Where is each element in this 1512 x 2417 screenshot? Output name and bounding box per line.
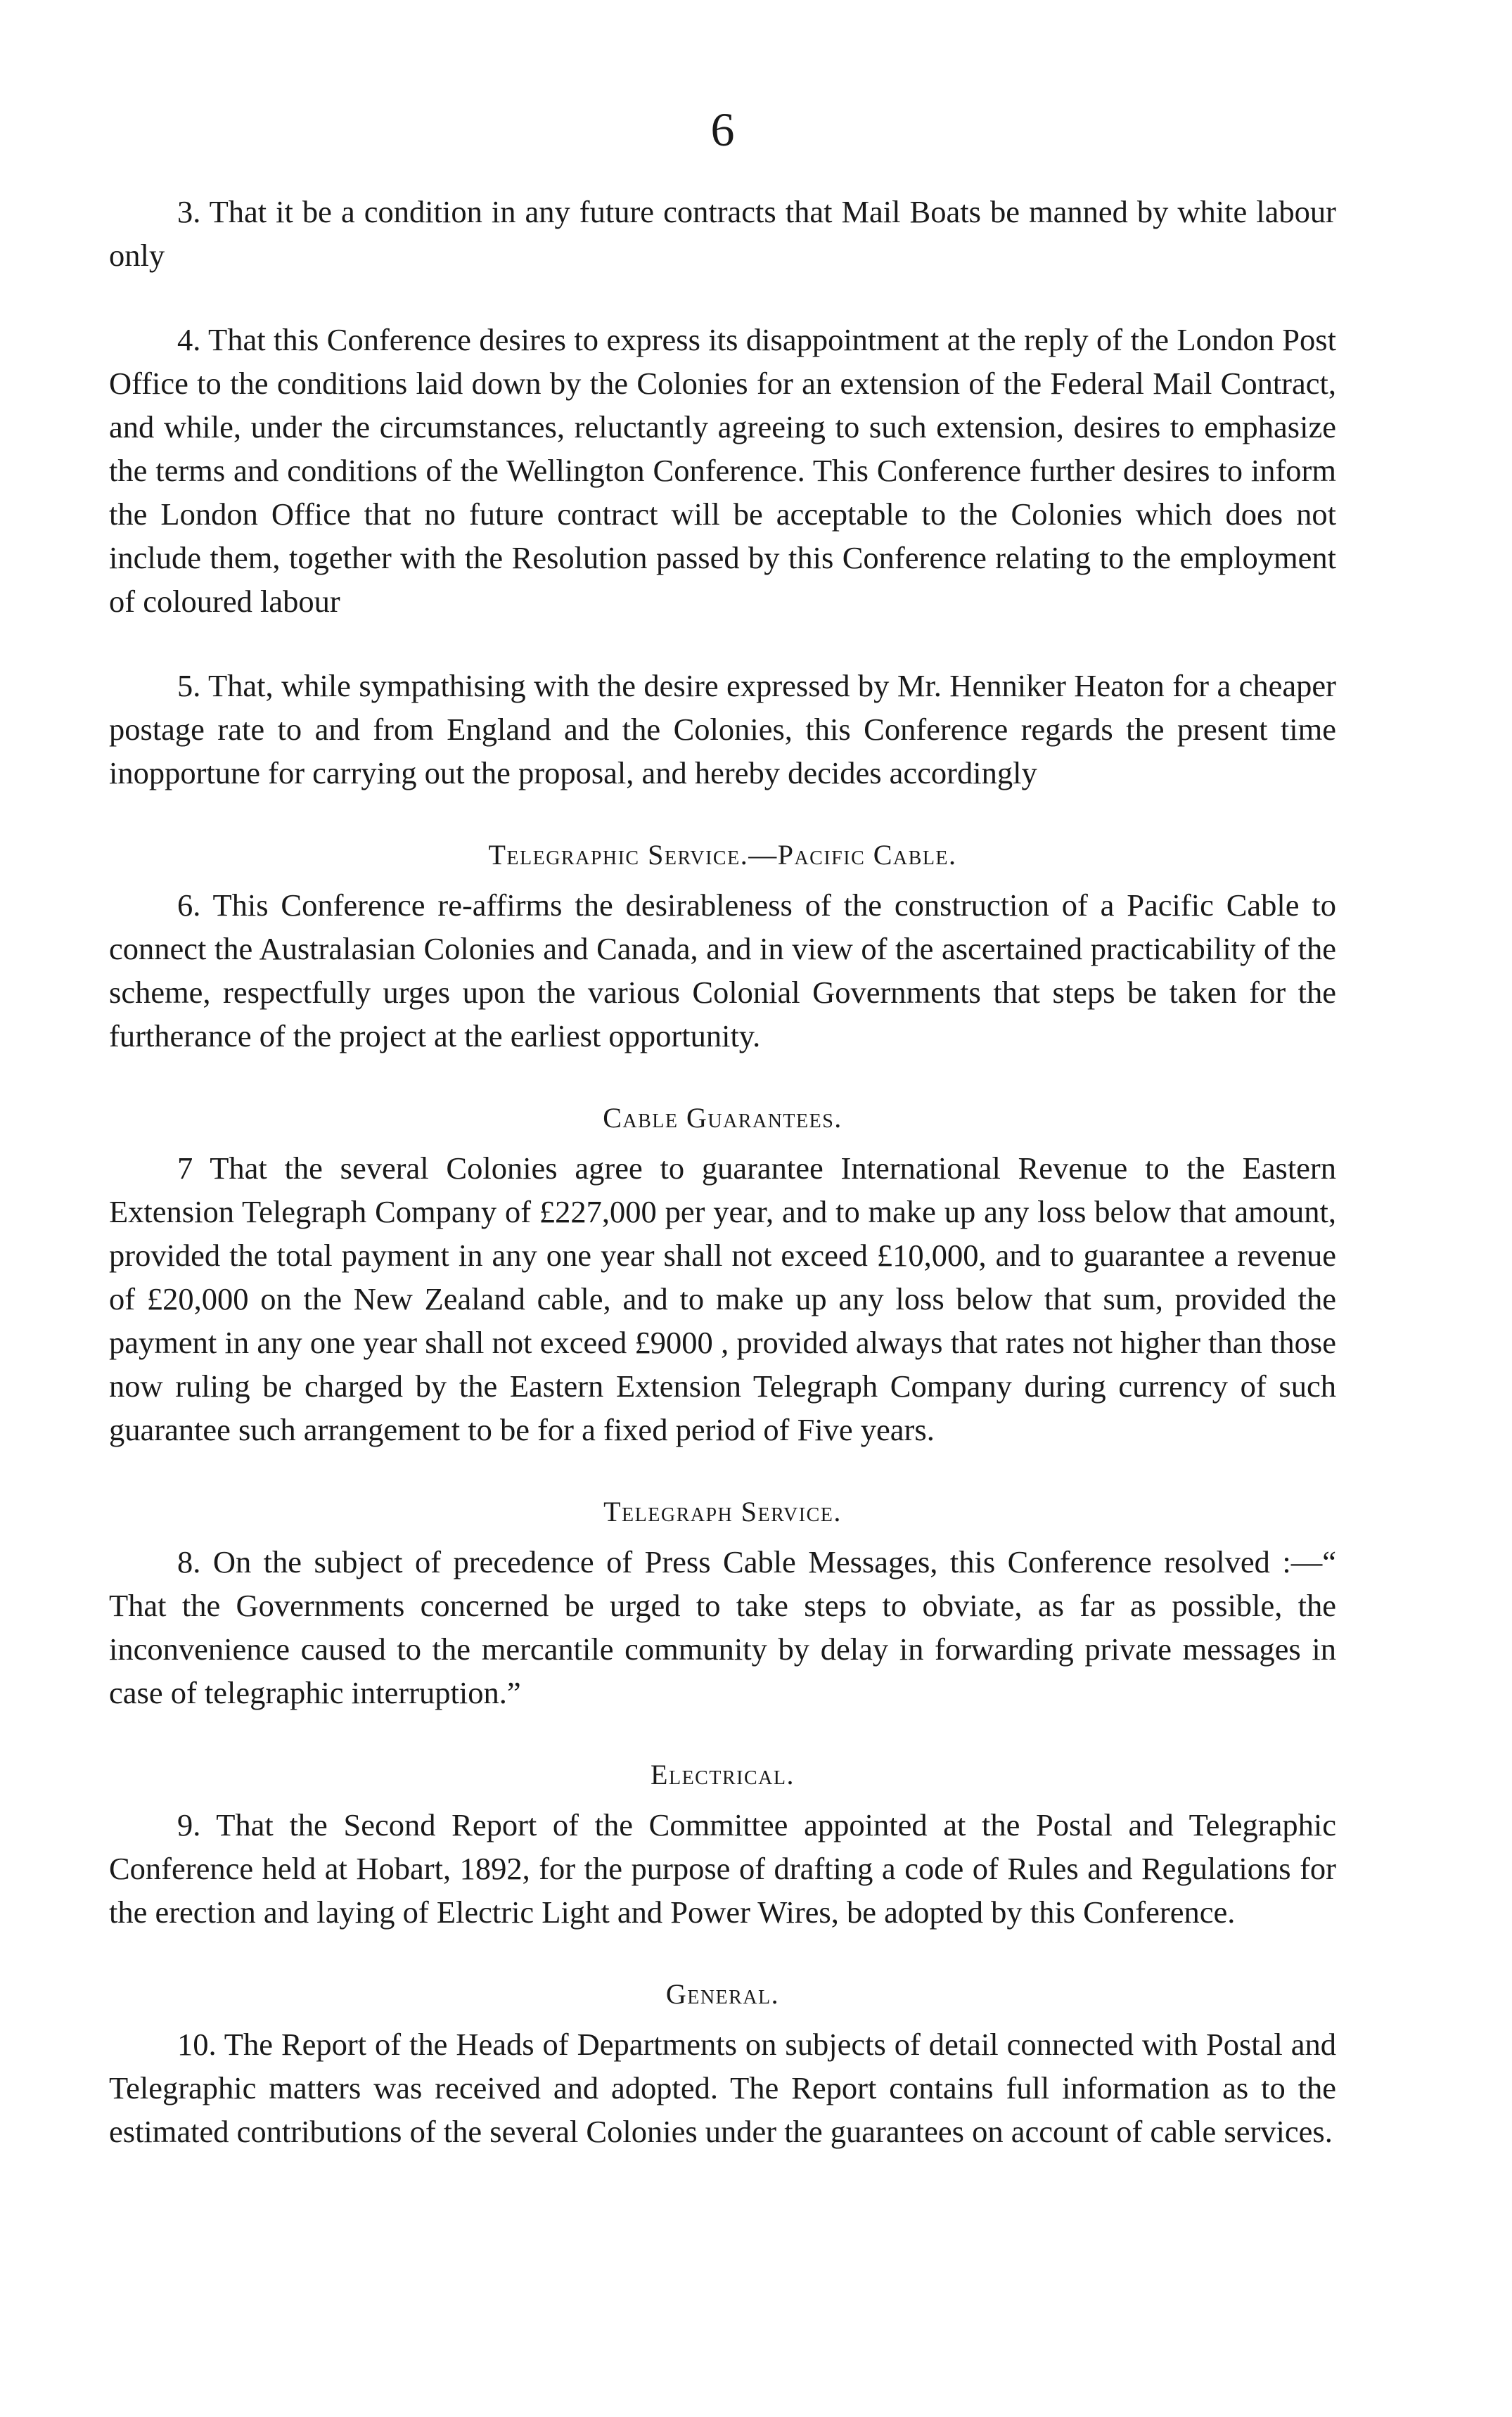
- resolution-3: 3. That it be a condition in any future contracts that Mail Boats be manned by white labour only: [109, 194, 1336, 273]
- page-number: 6: [710, 103, 735, 156]
- resolution-10: 10. The Report of the Heads of Departments on subjects of detail connected with Postal and Telegraphic matters was received and adopted. The Report contains full information as to the estimated contributions of the several Colonies under the guarantees on account of cable services.: [109, 2027, 1336, 2149]
- document-page: [109, 105, 1336, 2153]
- section-heading-pacific-cable: Telegraphic Service.—Pacific Cable.: [488, 839, 957, 871]
- section-heading-telegraph-service: Telegraph Service.: [603, 1496, 842, 1527]
- resolution-8: 8. On the subject of precedence of Press Cable Messages, this Conference resolved :—“ That the Governments concerned be urged to take steps to obviate, as far as possible, the inconvenience caused to the mercantile community by delay in forwarding private messages in case of telegraphic interruption.”: [109, 1544, 1336, 1710]
- resolution-4: 4. That this Conference desires to express its disappointment at the reply of the London Post Office to the conditions laid down by the Colonies for an extension of the Federal Mail Contract, and while, under the circumstances, reluctantly agreeing to such extension, desires to emphasize the terms and conditions of the Wellington Conference. This Conference further desires to inform the London Office that no future contract will be acceptable to the Colonies which does not include them, together with the Resolution passed by this Conference relating to the employment of coloured labour: [109, 322, 1336, 619]
- section-heading-cable-guarantees: Cable Guarantees.: [603, 1102, 843, 1134]
- resolution-7: 7 That the several Colonies agree to guarantee International Revenue to the Eastern Extension Telegraph Company of £227,000 per year, and to make up any loss below that amount, provided the total payment in any one year shall not exceed £10,000, and to guarantee a revenue of £20,000 on the New Zealand cable, and to make up any loss below that sum, provided the payment in any one year shall not exceed £9000 , provided always that rates not higher than those now ruling be charged by the Eastern Extension Telegraph Company during currency of such guarantee such arrangement to be for a fixed period of Five years.: [109, 1150, 1336, 1447]
- resolution-6: 6. This Conference re-affirms the desirableness of the construction of a Pacific Cable to connect the Australasian Colonies and Canada, and in view of the ascertained practicability of the scheme, respectfully urges upon the various Colonial Governments that steps be taken for the furtherance of the project at the earliest opportunity.: [109, 887, 1336, 1053]
- resolution-9: 9. That the Second Report of the Committee appointed at the Postal and Telegraphic Conference held at Hobart, 1892, for the purpose of drafting a code of Rules and Regulations for the erection and laying of Electric Light and Power Wires, be adopted by this Conference.: [109, 1807, 1336, 1930]
- section-heading-general: General.: [665, 1978, 780, 2010]
- resolution-5: 5. That, while sympathising with the desire expressed by Mr. Henniker Heaton for a cheaper postage rate to and from England and the Colonies, this Conference regards the present time inopportune for carrying out the proposal, and hereby decides accordingly: [109, 668, 1336, 790]
- section-heading-electrical: Electrical.: [651, 1759, 795, 1790]
